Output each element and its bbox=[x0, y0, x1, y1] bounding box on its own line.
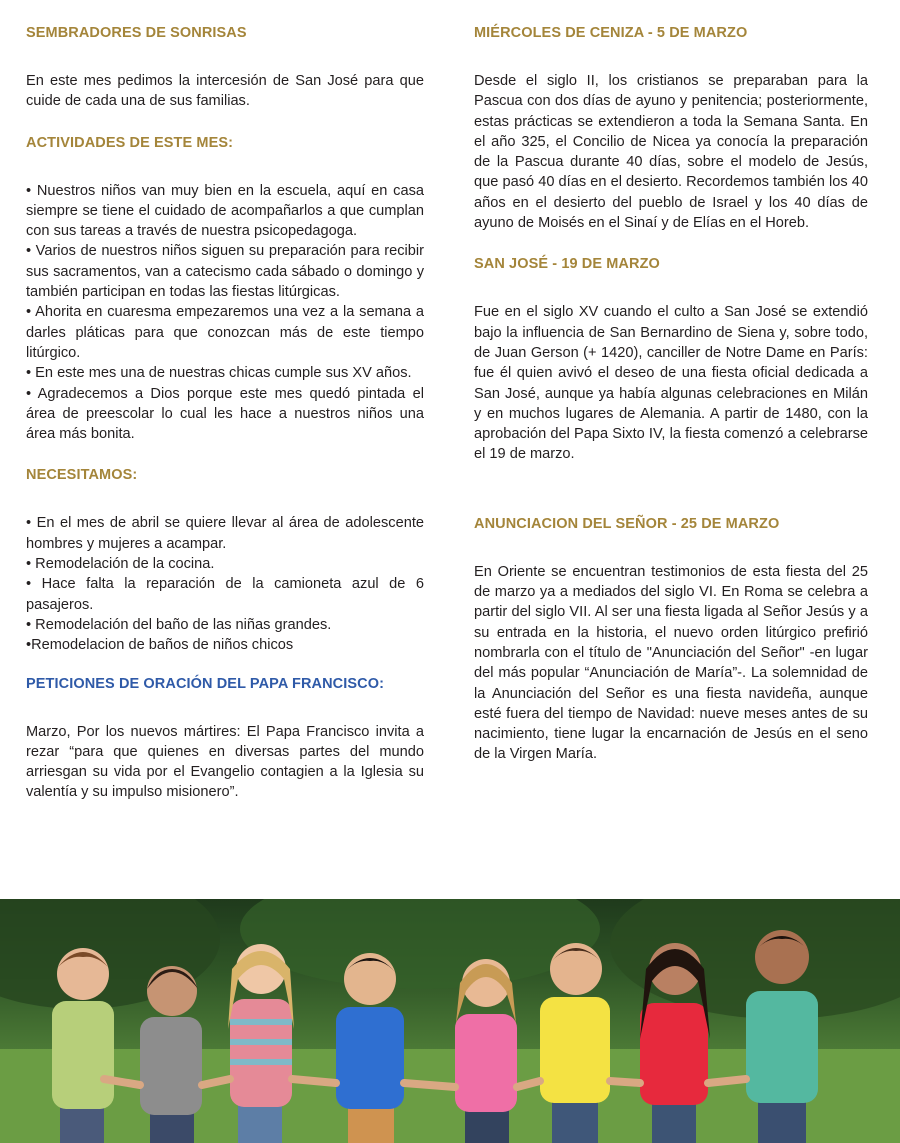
section-title-necesitamos: NECESITAMOS: bbox=[26, 467, 138, 484]
section-text-anunciacion: En Oriente se encuentran testimonios de esta fiesta del 25 de marzo ya a mediados del siglo VI. En Roma se celebra a partir del siglo VII. Al ser una fiesta ligada al Señor Jesús y a su entrada en la historia, el nuevo orden litúrgico prefirió nombrarla con el título de "Anunciación del Señor" -en lugar del más popular “Anunciación de María”-. La solemnidad de la Anunciación del Señor es una fiesta navideña, aunque esté fuera del tiempo de Navidad: nueve meses antes de su nacimiento, tiene lugar la encarnación de Jesús en el seno de la Virgen María. bbox=[474, 563, 868, 763]
list-item: • Remodelación del baño de las niñas grandes. bbox=[26, 616, 332, 633]
section-text-peticiones: Marzo, Por los nuevos mártires: El Papa Francisco invita a rezar “para que quienes en diversas partes del mundo arriesgan su vida por el Evangelio contagien a la Iglesia su valentía y su impulso misionero”. bbox=[26, 723, 424, 801]
section-text-san-jose: Fue en el siglo XV cuando el culto a San José se extendió bajo la influencia de San Bernardino de Siena y, sobre todo, de Juan Gerson (+ 1420), canciller de Notre Dame en París: fue él quien avivó el deseo de una fiesta oficial dedicada a San José, aunque ya había algunas celebraciones en Milán y en muchos lugares de Alemania. A partir de 1480, con la aprobación del Papa Sixto IV, la fiesta comenzó a celebrarse el 19 de marzo. bbox=[474, 304, 868, 463]
left-column bbox=[26, 24, 424, 803]
list-item: • Varios de nuestros niños siguen su preparación para recibir sus sacramentos, van a catecismo cada sábado o domingo y también participan en todas las fiestas litúrgicas. bbox=[26, 243, 424, 301]
section-title-anunciacion: ANUNCIACION DEL SEÑOR - 25 DE MARZO bbox=[474, 515, 780, 532]
list-item: • En el mes de abril se quiere llevar al área de adolescente hombres y mujeres a acampar. bbox=[26, 515, 424, 552]
section-title-peticiones: PETICIONES DE ORACIÓN DEL PAPA FRANCISCO: bbox=[26, 675, 385, 692]
section-text-sembradores: En este mes pedimos la intercesión de San José para que cuide de cada una de sus familias. bbox=[26, 73, 424, 110]
right-column bbox=[474, 24, 868, 765]
section-title-sembradores: SEMBRADORES DE SONRISAS bbox=[26, 25, 247, 41]
list-item: • En este mes una de nuestras chicas cumple sus XV años. bbox=[26, 365, 412, 382]
section-title-ceniza: MIÉRCOLES DE CENIZA - 5 DE MARZO bbox=[474, 25, 748, 41]
children-photo bbox=[0, 899, 900, 1143]
list-item: • Agradecemos a Dios porque este mes quedó pintada el área de preescolar lo cual les hace a nuestros niños una área más bonita. bbox=[26, 385, 424, 443]
list-item: • Ahorita en cuaresma empezaremos una vez a la semana a darles pláticas para que conozcan más de este tiempo litúrgico. bbox=[26, 304, 424, 361]
list-item: •Remodelacion de baños de niños chicos bbox=[26, 637, 294, 654]
children-illustration bbox=[0, 899, 900, 1143]
section-title-san-jose: SAN JOSÉ - 19 DE MARZO bbox=[474, 256, 660, 273]
section-title-actividades: ACTIVIDADES DE ESTE MES: bbox=[26, 134, 234, 151]
activities-list bbox=[26, 181, 424, 445]
list-item: • Nuestros niños van muy bien en la escuela, aquí en casa siempre se tiene el cuidado de acompañarlos a que cumplan con sus tareas a través de nuestra psicopedagoga. bbox=[26, 182, 424, 240]
list-item: • Hace falta la reparación de la camioneta azul de 6 pasajeros. bbox=[26, 576, 424, 613]
needs-list bbox=[26, 513, 424, 655]
list-item: • Remodelación de la cocina. bbox=[26, 556, 215, 573]
section-text-ceniza: Desde el siglo II, los cristianos se preparaban para la Pascua con dos días de ayuno y penitencia; posteriormente, estas prácticas se extendieron a toda la Semana Santa. En el año 325, el Concilio de Nicea ya conocía la preparación de la Pascua durante 40 días, sobre el modelo de Jesús, que pasó 40 días en el desierto. Recordemos también los 40 años en el desierto del pueblo de Israel y los 40 días de ayuno de Moisés en el Sinaí y de Elías en el Horeb. bbox=[474, 73, 868, 232]
